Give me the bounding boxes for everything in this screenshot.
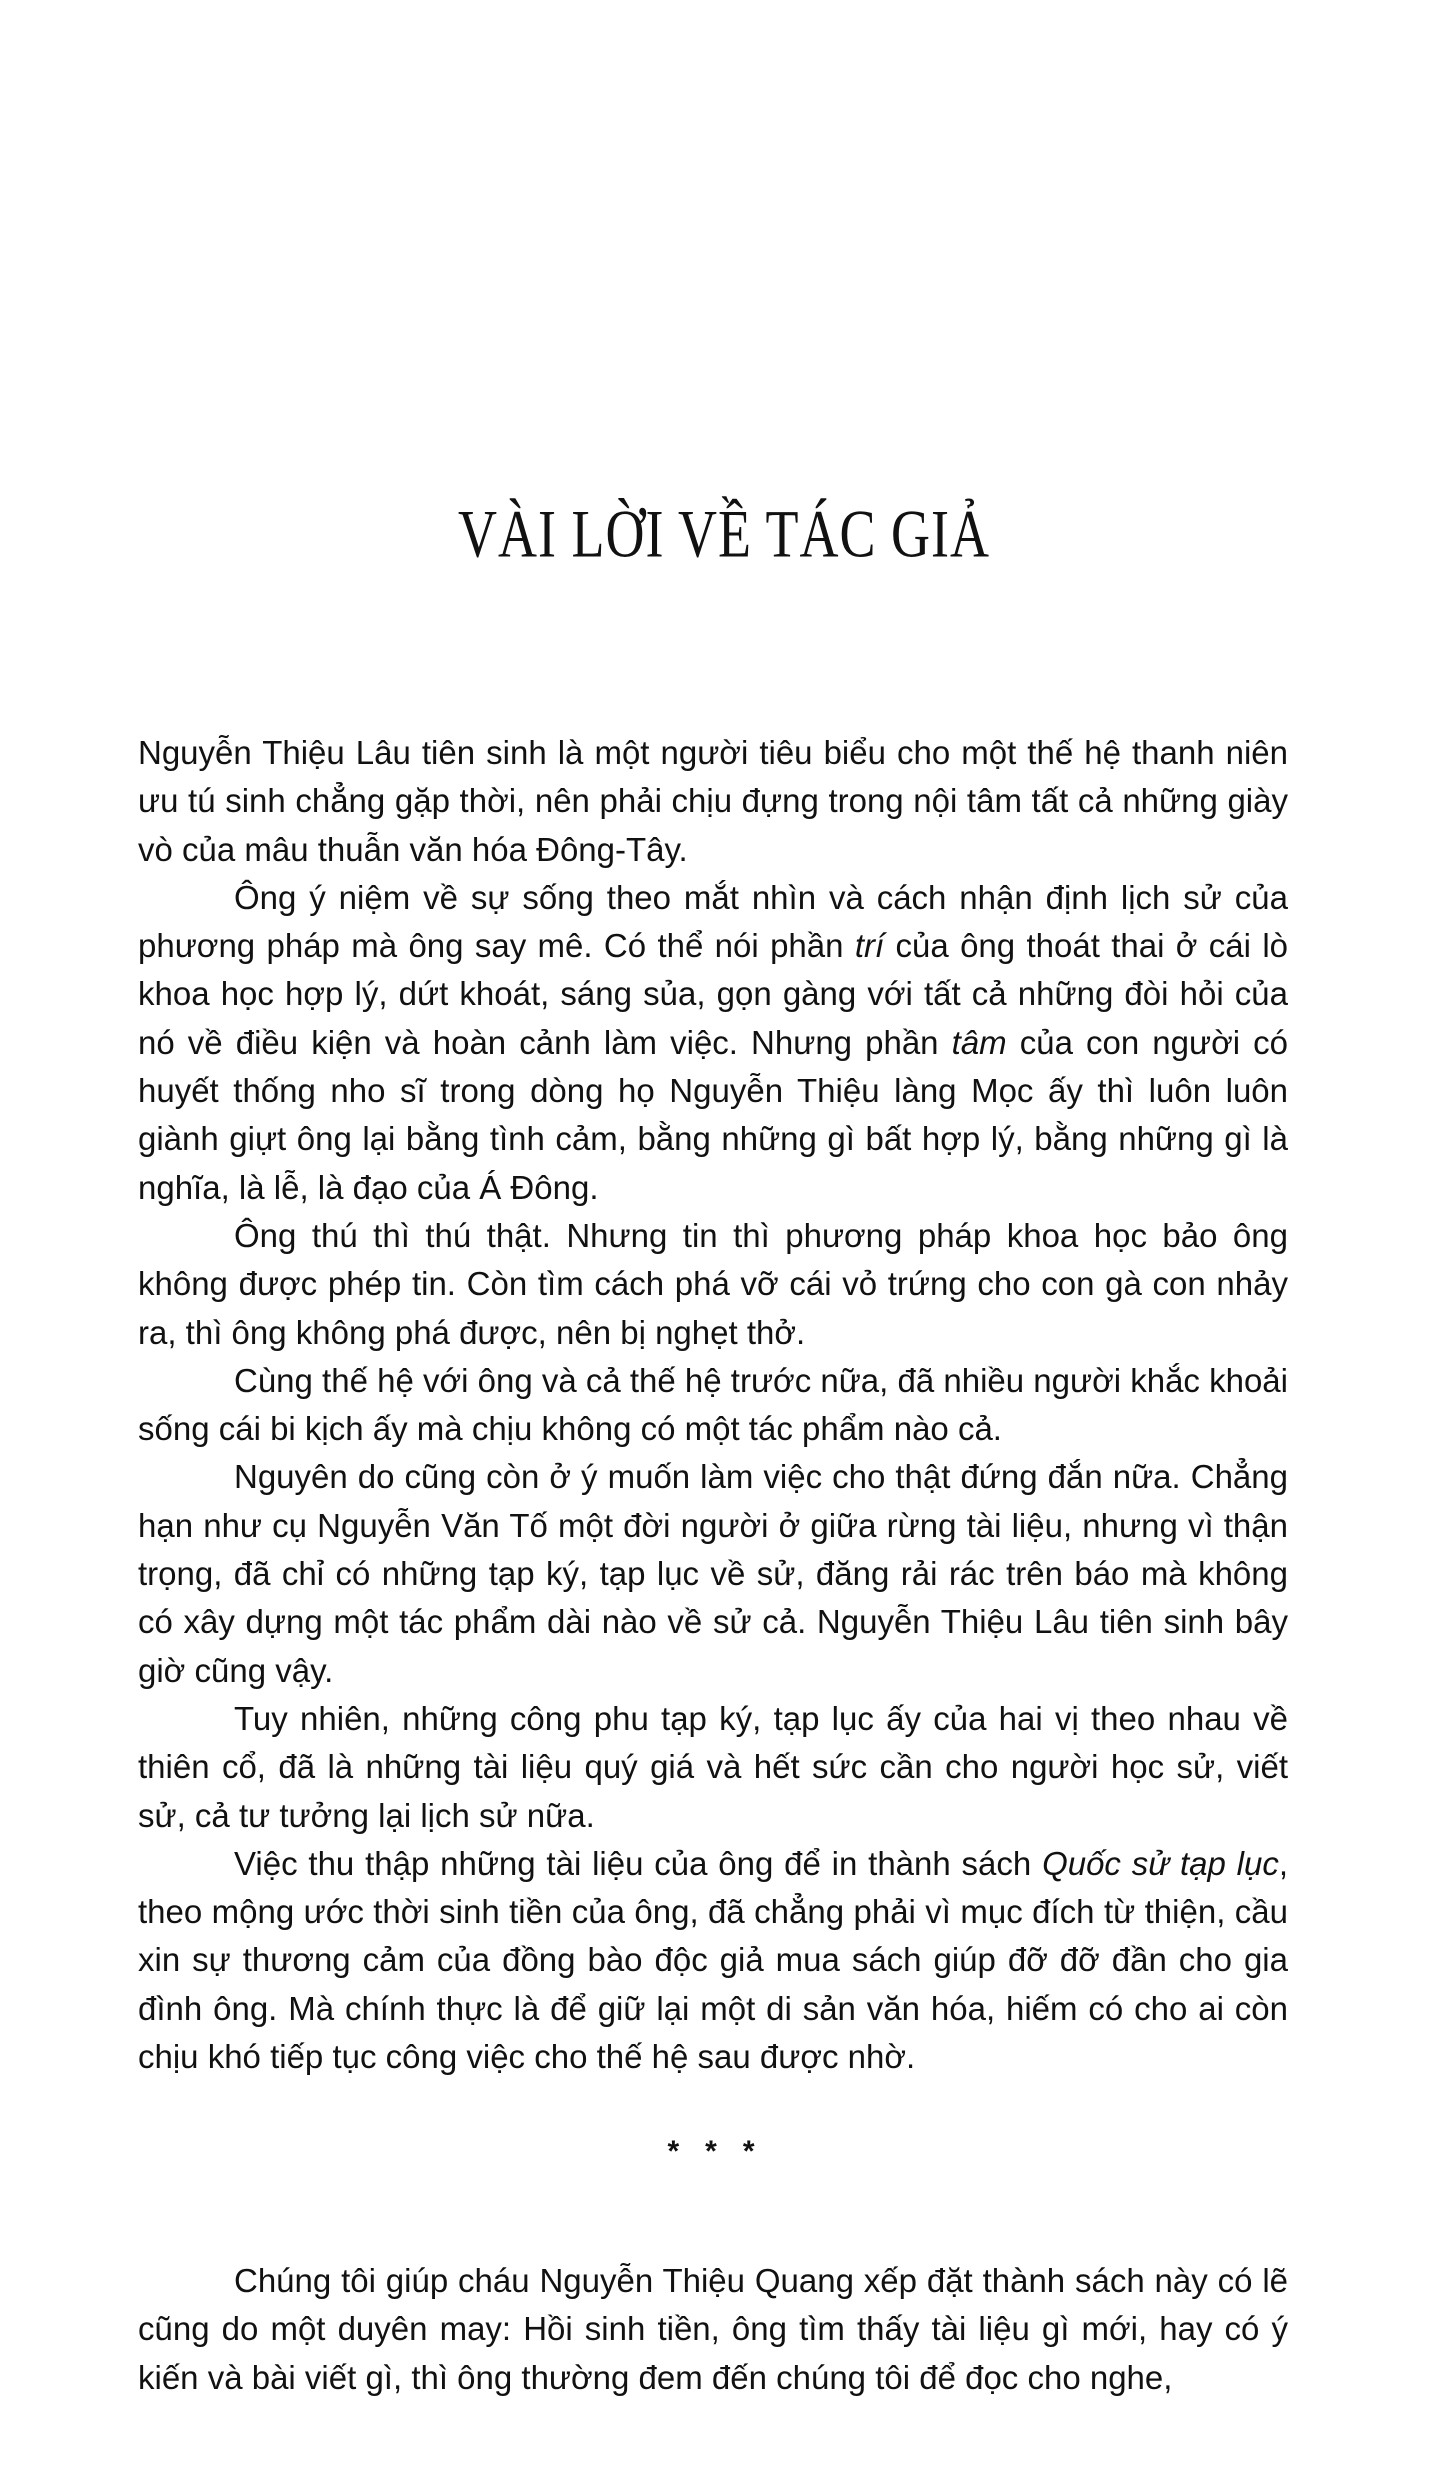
paragraph-5: Nguyên do cũng còn ở ý muốn làm việc cho thật đứng đắn nữa. Chẳng hạn như cụ Nguyễn Văn Tố một đời người ở giữa rừng tài liệu, nhưng vì thận trọng, đã chỉ có những tạp ký, tạp lục về sử, đăng rải rác trên báo mà không có xây dựng một tác phẩm dài nào về sử cả. Nguyễn Thiệu Lâu tiên sinh bây giờ cũng vậy. [138, 1458, 1288, 1689]
paragraph-2-part-2: của ông thoát thai ở cái lò khoa học hợp lý, dứt khoát, sáng sủa, gọn gàng với tất cả những đòi hỏi của nó về điều kiện và hoàn cảnh làm việc. Nhưng phần [138, 927, 1289, 1061]
paragraph-2-part-3: của con người có huyết thống nho sĩ trong dòng họ Nguyễn Thiệu làng Mọc ấy thì luôn luôn giành giựt ông lại bằng tình cảm, bằng những gì bất hợp lý, bằng những gì là nghĩa, là lễ, là đạo của Á Đông. [138, 1023, 1288, 1206]
body-text [138, 729, 1288, 2081]
emphasis-tam: tâm [951, 1023, 1007, 1061]
paragraph-1: Nguyễn Thiệu Lâu tiên sinh là một người tiêu biểu cho một thế hệ thanh niên ưu tú sinh chẳng gặp thời, nên phải chịu đựng trong nội tâm tất cả những giày vò của mâu thuẫn văn hóa Đông-Tây. [138, 734, 1288, 868]
paragraph-2 [138, 874, 1288, 1212]
paragraph-7-part-2: , theo mộng ước thời sinh tiền của ông, đã chẳng phải vì mục đích từ thiện, cầu xin sự thương cảm của đồng bào độc giả mua sách giúp đỡ đỡ đần cho gia đình ông. Mà chính thực là để giữ lại một di sản văn hóa, hiếm có cho ai còn chịu khó tiếp tục công việc cho thế hệ sau được nhờ. [138, 1844, 1289, 2076]
paragraph-7 [138, 1840, 1288, 2081]
paragraph-2-part-1: Ông ý niệm về sự sống theo mắt nhìn và cách nhận định lịch sử của phương pháp mà ông say mê. Có thể nói phần [138, 878, 1288, 965]
paragraph-7-part-1: Việc thu thập những tài liệu của ông để in thành sách [234, 1844, 1043, 1882]
chapter-title: VÀI LỜI VỀ TÁC GIẢ [458, 496, 990, 572]
closing-paragraph: Chúng tôi giúp cháu Nguyễn Thiệu Quang xếp đặt thành sách này có lẽ cũng do một duyên may: Hồi sinh tiền, ông tìm thấy tài liệu gì mới, hay có ý kiến và bài viết gì, thì ông thường đem đến chúng tôi để đọc cho nghe, [138, 2262, 1288, 2396]
paragraph-3: Ông thú thì thú thật. Nhưng tin thì phương pháp khoa học bảo ông không được phép tin. Còn tìm cách phá vỡ cái vỏ trứng cho con gà con nhảy ra, thì ông không phá được, nên bị nghẹt thở. [138, 1216, 1288, 1351]
paragraph-4: Cùng thế hệ với ông và cả thế hệ trước nữa, đã nhiều người khắc khoải sống cái bi kịch ấy mà chịu không có một tác phẩm nào cả. [138, 1361, 1288, 1448]
emphasis-book-title: Quốc sử tạp lục [1042, 1844, 1279, 1882]
section-separator: *** [667, 2135, 781, 2168]
closing-text [138, 2257, 1288, 2402]
emphasis-tri: trí [854, 927, 885, 965]
paragraph-6: Tuy nhiên, những công phu tạp ký, tạp lục ấy của hai vị theo nhau về thiên cổ, đã là những tài liệu quý giá và hết sức cần cho người học sử, viết sử, cả tư tưởng lại lịch sử nữa. [138, 1699, 1288, 1834]
